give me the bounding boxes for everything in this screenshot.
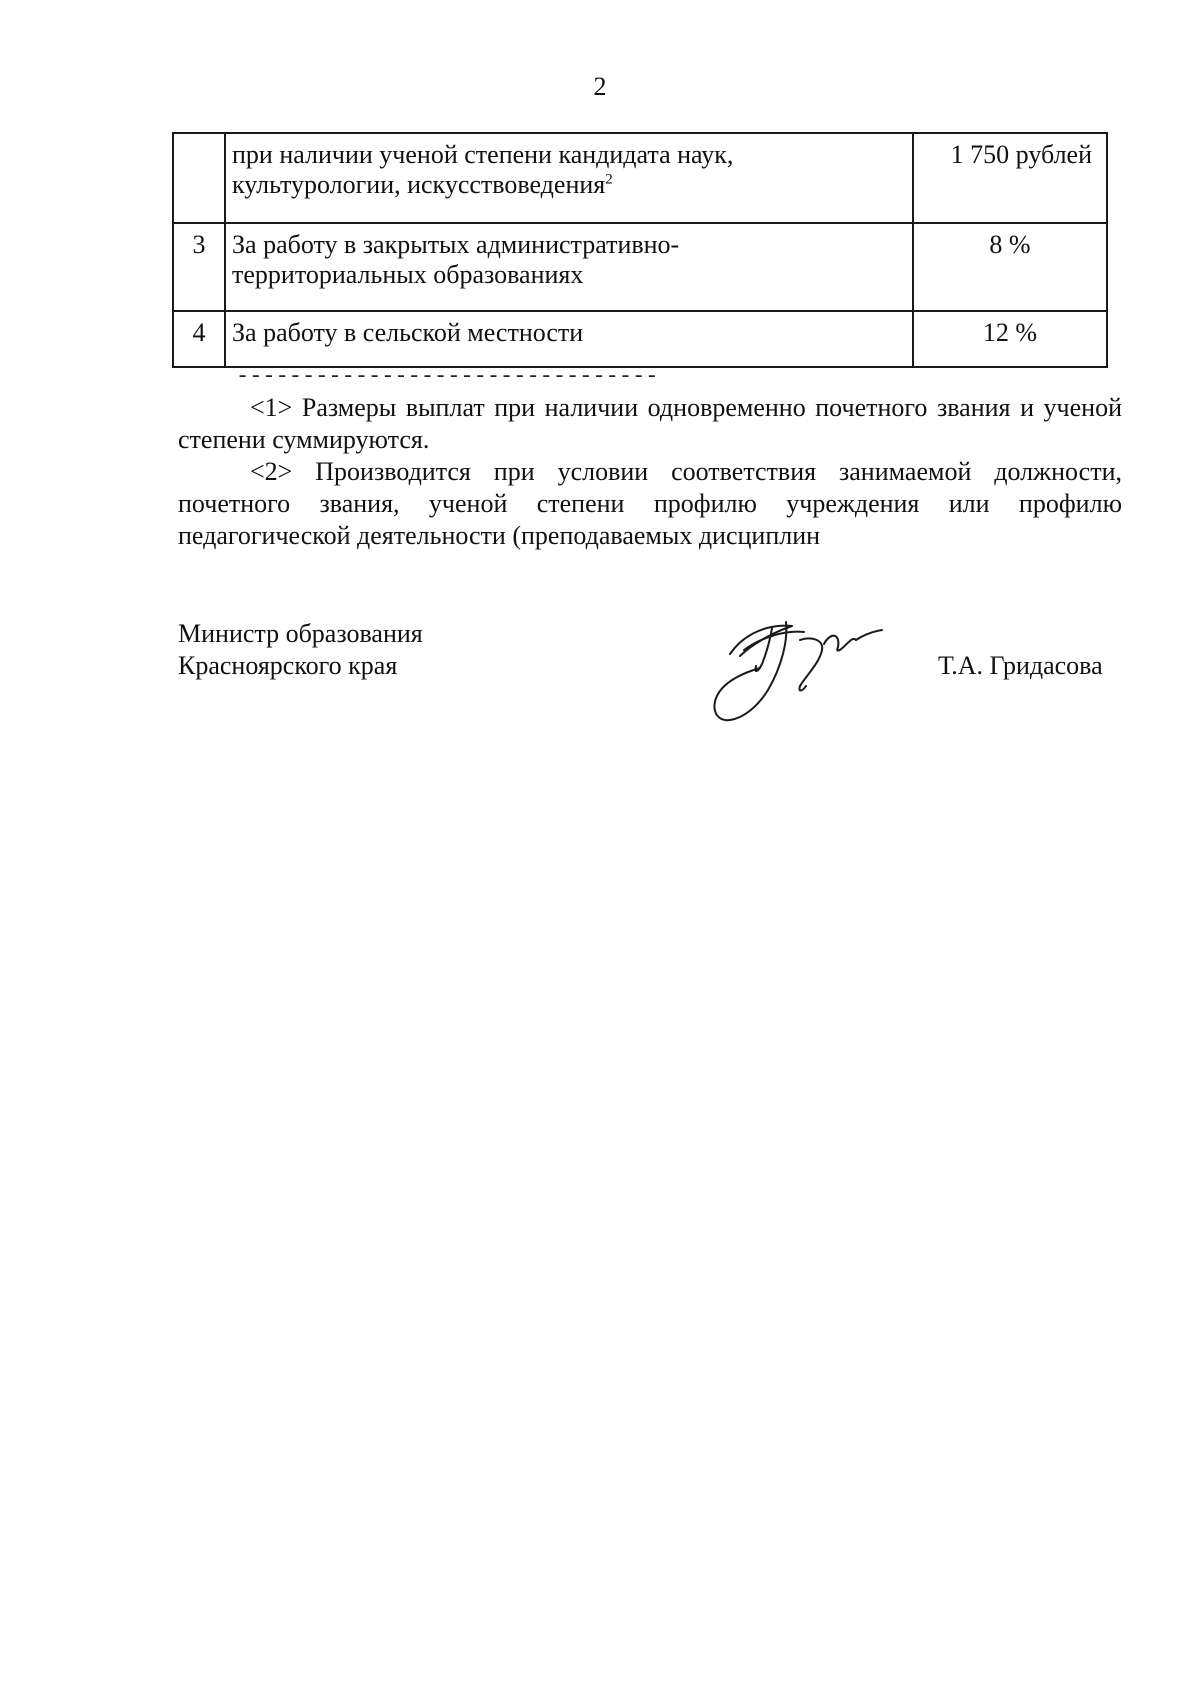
- footnote-separator: --------------------------------: [236, 364, 659, 389]
- row-number: 4: [173, 311, 225, 367]
- row-amount: 12 %: [913, 311, 1107, 367]
- row-description: [225, 133, 913, 223]
- table-row: [173, 311, 1107, 367]
- description-line: территориальных образованиях: [232, 260, 584, 289]
- footnote-1: <1> Размеры выплат при наличии одновременно почетного звания и ученой степени суммируются.: [178, 393, 1122, 454]
- table-row: [173, 223, 1107, 311]
- allowance-table: [172, 132, 1108, 368]
- row-description: [225, 311, 913, 367]
- signatory-name: Т.А. Гридасова: [938, 651, 1103, 680]
- row-amount: 8 %: [913, 223, 1107, 311]
- row-description: [225, 223, 913, 311]
- footnote-ref: 2: [605, 171, 613, 188]
- description-line: культурологии, искусствоведения: [232, 170, 606, 199]
- description-line: За работу в закрытых административно-: [232, 230, 680, 259]
- table-row: [173, 133, 1107, 223]
- description-line: при наличии ученой степени кандидата наук,: [232, 140, 734, 169]
- signatory-title-line: Красноярского края: [178, 651, 398, 680]
- row-amount: 1 750 рублей: [913, 133, 1107, 223]
- description-line: За работу в сельской местности: [232, 318, 584, 347]
- row-number: 3: [173, 223, 225, 311]
- signature-icon: [700, 610, 890, 730]
- footnotes: [178, 392, 1122, 552]
- row-number: [173, 133, 225, 223]
- signatory-title: [178, 618, 423, 682]
- signatory-title-line: Министр образования: [178, 619, 423, 648]
- page-number: 2: [593, 72, 607, 101]
- footnote-2: <2> Производится при условии соответствия занимаемой должности, почетного звания, ученой степени профилю учреждения или профилю педагогической деятельности (преподаваемых дисциплин: [178, 457, 1122, 550]
